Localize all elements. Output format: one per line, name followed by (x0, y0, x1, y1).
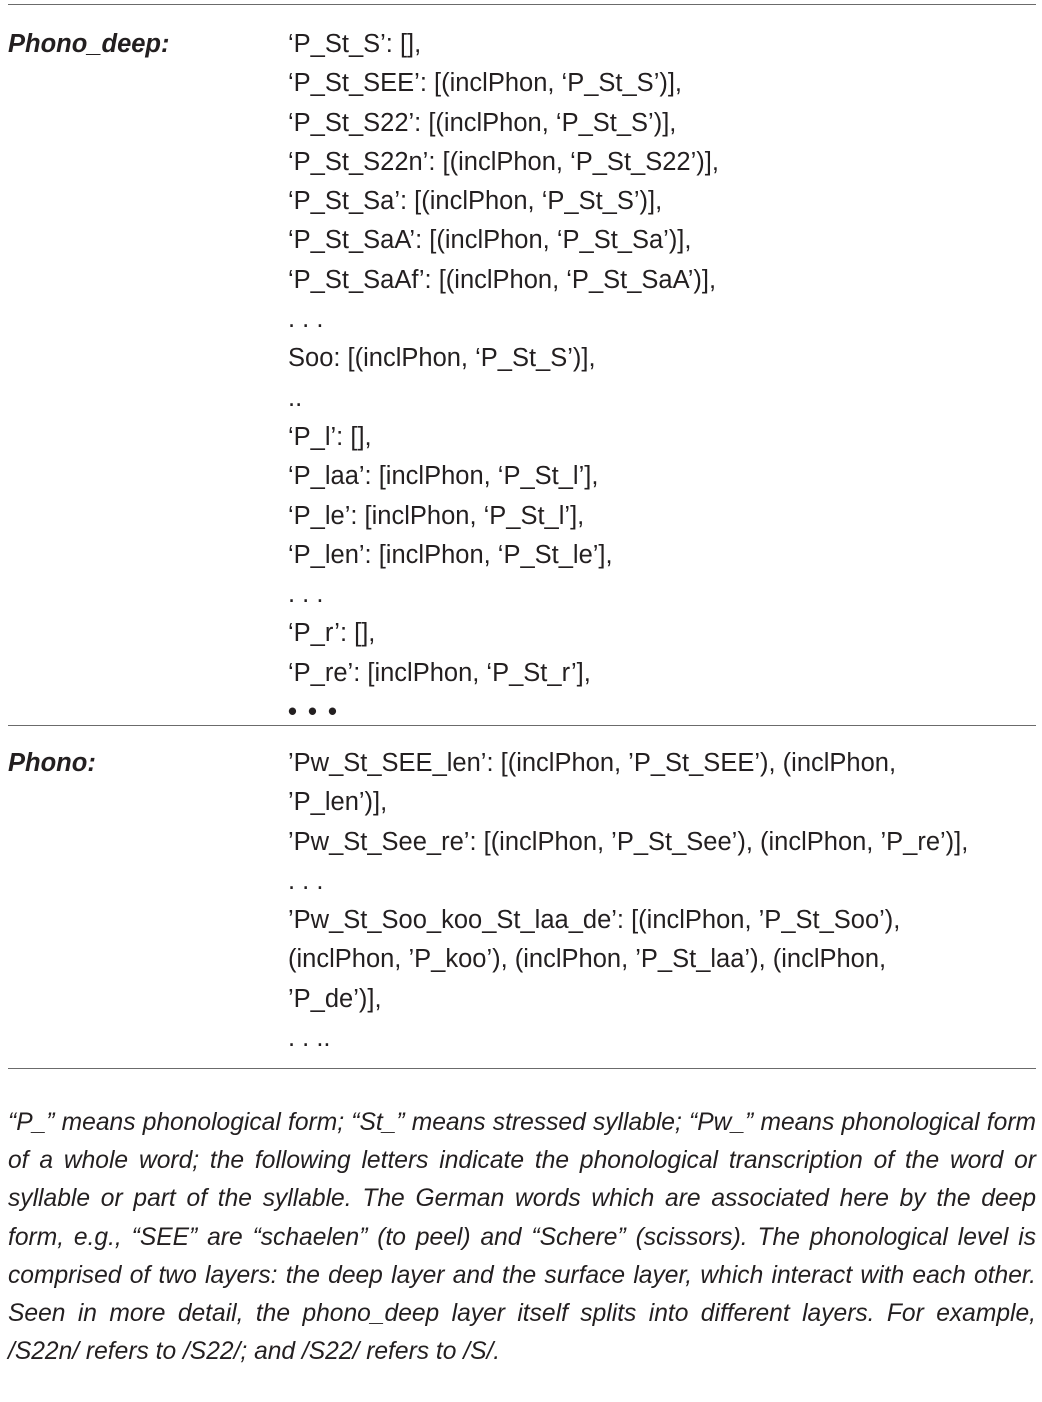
code-line: ‘P_St_SEE’: [(inclPhon, ‘P_St_S’)], (288, 69, 683, 98)
code-line: ‘P_St_Sa’: [(inclPhon, ‘P_St_S’)], (288, 187, 663, 216)
row-label-phono-deep: Phono_deep: (8, 30, 170, 58)
code-line: ’Pw_St_SEE_len’: [(inclPhon, ’P_St_SEE’), (inclPhon, (288, 749, 897, 777)
table-row-phono (8, 726, 1036, 1068)
ellipsis-line: . . . (288, 580, 324, 609)
code-line: ‘P_laa’: [inclPhon, ‘P_St_l’], (288, 462, 599, 491)
ellipsis-line: . . . (288, 866, 324, 895)
code-line: ’P_len’)], (288, 788, 388, 817)
code-line: Soo: [(inclPhon, ‘P_St_S’)], (288, 344, 596, 373)
code-line: ’P_de’)], (288, 984, 382, 1013)
code-line: ‘P_r’: [], (288, 619, 376, 648)
code-line: ‘P_re’: [inclPhon, ‘P_St_r’], (288, 658, 591, 687)
row-content-phono-deep (288, 25, 1036, 725)
ellipsis-line: . . . (288, 305, 324, 334)
code-line: ‘P_St_S’: [], (288, 30, 422, 58)
code-line: ‘P_St_S22n’: [(inclPhon, ‘P_St_S22’)], (288, 147, 719, 176)
code-line: ‘P_St_SaA’: [(inclPhon, ‘P_St_Sa’)], (288, 226, 692, 255)
code-line: (inclPhon, ’P_koo’), (inclPhon, ’P_St_laa’), (inclPhon, (288, 945, 887, 974)
ellipsis-line: • • • (288, 698, 339, 727)
table-row-phono-deep (8, 5, 1036, 725)
code-line: ‘P_St_SaAf’: [(inclPhon, ‘P_St_SaA’)], (288, 265, 717, 294)
ellipsis-line: . . .. (288, 1024, 331, 1053)
code-line: ‘P_St_S22’: [(inclPhon, ‘P_St_S’)], (288, 108, 677, 137)
table-footnote: “P_” means phonological form; “St_” means stressed syllable; “Pw_” means phonological form of a whole word; the following letters indicate the phonological transcription of the word or syllable or part of the syllable. The German words which are associated here by the deep form, e.g., “SEE” are “schaelen” (to peel) and “Schere” (scissors). The phonological level is comprised of two layers: the deep layer and the surface layer, which interact with each other. Seen in more detail, the phono_deep layer itself splits into different layers. For example, /S22n/ refers to /S22/; and /S22/ refers to /S/. (8, 1109, 1036, 1366)
table-bottom-rule (8, 1068, 1036, 1069)
code-line: ‘P_le’: [inclPhon, ‘P_St_l’], (288, 501, 585, 530)
code-line: ’Pw_St_See_re’: [(inclPhon, ’P_St_See’), (inclPhon, ’P_re’)], (288, 827, 969, 856)
ellipsis-line: .. (288, 383, 303, 412)
phonology-table (8, 4, 1036, 1069)
row-content-phono (288, 744, 1036, 1068)
code-line: ’Pw_St_Soo_koo_St_laa_de’: [(inclPhon, ’P_St_Soo’), (288, 906, 901, 935)
row-label-phono: Phono: (8, 749, 96, 777)
code-line: ‘P_l’: [], (288, 422, 372, 451)
code-line: ‘P_len’: [inclPhon, ‘P_St_le’], (288, 540, 613, 569)
